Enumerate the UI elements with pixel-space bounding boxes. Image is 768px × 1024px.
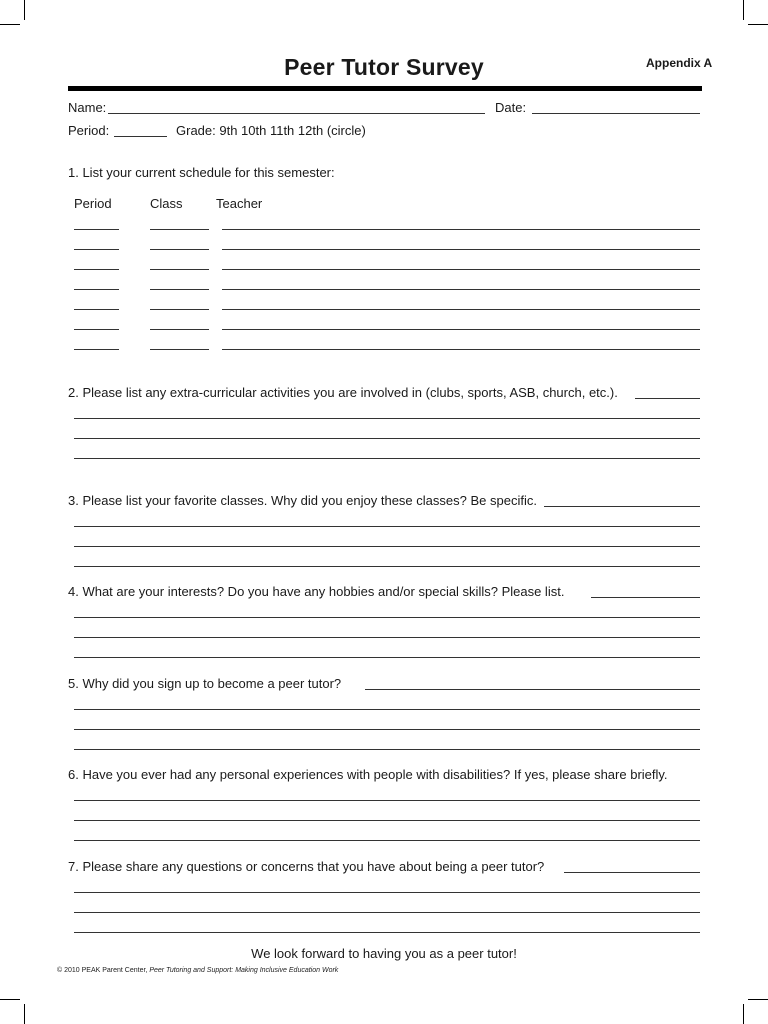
answer-line[interactable] <box>591 597 700 598</box>
answer-line[interactable] <box>74 657 700 658</box>
answer-line[interactable] <box>365 689 700 690</box>
answer-line[interactable] <box>74 840 700 841</box>
schedule-class-field[interactable] <box>150 269 209 270</box>
question-3: 3. Please list your favorite classes. Why did you enjoy these classes? Be specific. <box>68 493 537 508</box>
schedule-class-field[interactable] <box>150 349 209 350</box>
schedule-period-field[interactable] <box>74 349 119 350</box>
question-6: 6. Have you ever had any personal experiences with people with disabilities? If yes, please share briefly. <box>68 767 668 782</box>
crop-mark <box>0 24 20 25</box>
answer-line[interactable] <box>74 800 700 801</box>
column-header-teacher: Teacher <box>216 196 263 211</box>
schedule-period-field[interactable] <box>74 329 119 330</box>
schedule-teacher-field[interactable] <box>222 229 700 230</box>
answer-line[interactable] <box>74 438 700 439</box>
schedule-period-field[interactable] <box>74 229 119 230</box>
name-field[interactable] <box>108 113 485 114</box>
crop-mark <box>743 1004 744 1024</box>
date-label: Date: <box>495 100 527 115</box>
copyright-prefix: © 2010 PEAK Parent Center, <box>57 967 150 974</box>
copyright-notice <box>57 967 338 974</box>
answer-line[interactable] <box>564 872 700 873</box>
question-2: 2. Please list any extra-curricular activities you are involved in (clubs, sports, ASB, church, etc.). <box>68 385 618 400</box>
schedule-period-field[interactable] <box>74 269 119 270</box>
answer-line[interactable] <box>635 398 700 399</box>
period-label: Period: <box>68 123 110 138</box>
answer-line[interactable] <box>74 526 700 527</box>
answer-line[interactable] <box>74 709 700 710</box>
schedule-teacher-field[interactable] <box>222 289 700 290</box>
schedule-teacher-field[interactable] <box>222 269 700 270</box>
schedule-class-field[interactable] <box>150 249 209 250</box>
closing-message: We look forward to having you as a peer tutor! <box>251 946 517 961</box>
crop-mark <box>748 24 768 25</box>
schedule-period-field[interactable] <box>74 249 119 250</box>
answer-line[interactable] <box>74 418 700 419</box>
answer-line[interactable] <box>74 912 700 913</box>
answer-line[interactable] <box>74 749 700 750</box>
answer-line[interactable] <box>74 892 700 893</box>
period-field[interactable] <box>114 136 167 137</box>
schedule-period-field[interactable] <box>74 289 119 290</box>
answer-line[interactable] <box>74 820 700 821</box>
schedule-teacher-field[interactable] <box>222 309 700 310</box>
crop-mark <box>24 0 25 20</box>
crop-mark <box>748 999 768 1000</box>
answer-line[interactable] <box>74 617 700 618</box>
answer-line[interactable] <box>74 566 700 567</box>
crop-mark <box>743 0 744 20</box>
appendix-label: Appendix A <box>646 56 713 70</box>
answer-line[interactable] <box>74 637 700 638</box>
answer-line[interactable] <box>74 729 700 730</box>
question-7: 7. Please share any questions or concerns that you have about being a peer tutor? <box>68 859 545 874</box>
answer-line[interactable] <box>74 932 700 933</box>
crop-mark <box>0 999 20 1000</box>
question-5: 5. Why did you sign up to become a peer tutor? <box>68 676 342 691</box>
column-header-class: Class <box>150 196 183 211</box>
schedule-teacher-field[interactable] <box>222 349 700 350</box>
title-rule <box>68 86 702 91</box>
schedule-period-field[interactable] <box>74 309 119 310</box>
date-field[interactable] <box>532 113 700 114</box>
answer-line[interactable] <box>74 546 700 547</box>
question-1: 1. List your current schedule for this semester: <box>68 165 335 180</box>
schedule-class-field[interactable] <box>150 309 209 310</box>
schedule-class-field[interactable] <box>150 289 209 290</box>
schedule-teacher-field[interactable] <box>222 249 700 250</box>
copyright-title: Peer Tutoring and Support: Making Inclusive Education Work <box>149 967 339 974</box>
name-label: Name: <box>68 100 107 115</box>
answer-line[interactable] <box>544 506 700 507</box>
page-title: Peer Tutor Survey <box>284 54 484 80</box>
question-4: 4. What are your interests? Do you have any hobbies and/or special skills? Please list. <box>68 584 565 599</box>
column-header-period: Period <box>74 196 112 211</box>
schedule-teacher-field[interactable] <box>222 329 700 330</box>
crop-mark <box>24 1004 25 1024</box>
schedule-class-field[interactable] <box>150 329 209 330</box>
schedule-class-field[interactable] <box>150 229 209 230</box>
answer-line[interactable] <box>74 458 700 459</box>
grade-options[interactable]: Grade: 9th 10th 11th 12th (circle) <box>176 123 366 138</box>
